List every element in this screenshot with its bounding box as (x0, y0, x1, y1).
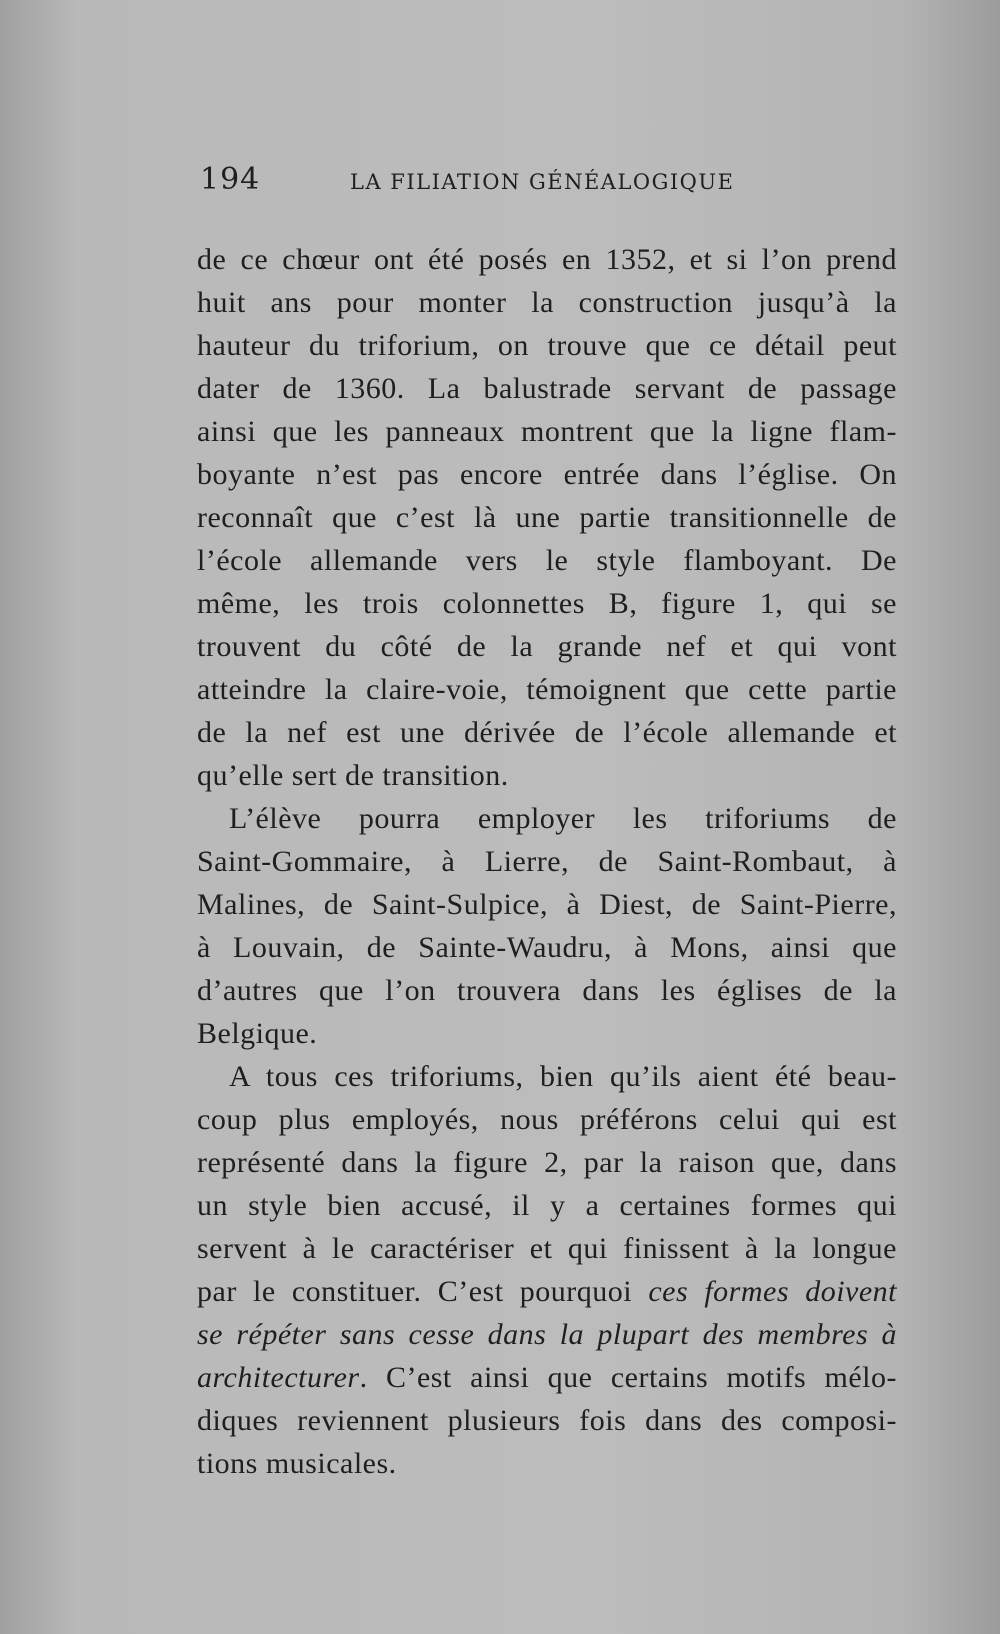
text-line: d’autres que l’on trouvera dans les églises de la (197, 974, 897, 1007)
text-line: hauteur du triforium, on trouve que ce détail peut (197, 329, 897, 362)
text-line-mixed (197, 1356, 897, 1399)
running-title: LA FILIATION GÉNÉALOGIQUE (350, 170, 735, 194)
text-line: servent à le caractériser et qui finissent à la longue (197, 1232, 897, 1265)
text-line: A tous ces triforiums, bien qu’ils aient été beau- (229, 1060, 897, 1093)
text-line: Saint-Gommaire, à Lierre, de Saint-Rombaut, à (197, 845, 897, 878)
text-line: de ce chœur ont été posés en 1352, et si l’on prend (197, 243, 897, 276)
text-line: Malines, de Saint-Sulpice, à Diest, de Saint-Pierre, (197, 888, 897, 921)
text-line: représenté dans la figure 2, par la raison que, dans (197, 1146, 897, 1179)
text-line: Belgique. (197, 1017, 318, 1050)
text-line: dater de 1360. La balustrade servant de passage (197, 372, 897, 405)
text-line: de la nef est une dérivée de l’école allemande et (197, 716, 897, 749)
italic-segment: architecturer (197, 1361, 360, 1394)
text-line: boyante n’est pas encore entrée dans l’église. On (197, 458, 897, 491)
text-line: tions musicales. (197, 1447, 397, 1480)
text-line: ainsi que les panneaux montrent que la ligne flam- (197, 415, 897, 448)
text-line: à Louvain, de Sainte-Waudru, à Mons, ainsi que (197, 931, 897, 964)
text-line: diques reviennent plusieurs fois dans des composi- (197, 1404, 897, 1437)
text-line: atteindre la claire-voie, témoignent que cette partie (197, 673, 897, 706)
text-line: un style bien accusé, il y a certaines formes qui (197, 1189, 897, 1222)
text-line: huit ans pour monter la construction jusqu’à la (197, 286, 897, 319)
text-line-italic: se répéter sans cesse dans la plupart des membres à (197, 1318, 897, 1351)
text-line: trouvent du côté de la grande nef et qui vont (197, 630, 897, 663)
text-segment: par le constituer. C’est pourquoi (197, 1275, 633, 1308)
text-line: qu’elle sert de transition. (197, 759, 509, 792)
page-number: 194 (200, 162, 261, 197)
italic-segment: ces formes doivent (648, 1275, 897, 1308)
text-line: l’école allemande vers le style flamboyant. De (197, 544, 897, 577)
body-text (197, 238, 897, 1485)
text-line: reconnaît que c’est là une partie transitionnelle de (197, 501, 897, 534)
text-line-mixed (197, 1270, 897, 1313)
text-line: L’élève pourra employer les triforiums de (229, 802, 897, 835)
text-line: même, les trois colonnettes B, figure 1, qui se (197, 587, 897, 620)
text-line: coup plus employés, nous préférons celui qui est (197, 1103, 897, 1136)
page-header (200, 160, 900, 200)
text-segment: . C’est ainsi que certains motifs mélo- (359, 1361, 897, 1394)
